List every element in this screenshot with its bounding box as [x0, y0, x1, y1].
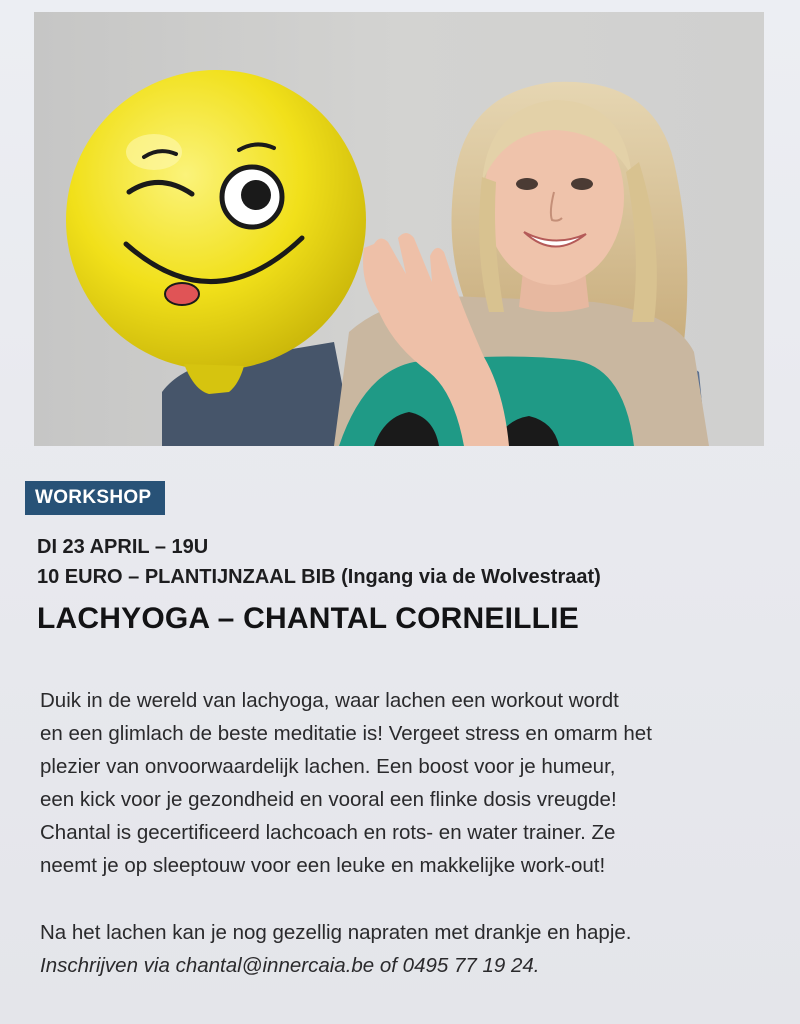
event-price-location — [37, 566, 601, 589]
description-line: plezier van onvoorwaardelijk lachen. Een boost voor je humeur, — [40, 755, 616, 778]
description-line: en een glimlach de beste meditatie is! Vergeet stress en omarm het — [40, 722, 652, 745]
description-line: Chantal is gecertificeerd lachcoach en rots- en water trainer. Ze — [40, 821, 616, 844]
entrance-note: (Ingang via de Wolvestraat) — [341, 566, 601, 588]
description-paragraph — [40, 684, 770, 882]
closing-paragraph — [40, 916, 770, 982]
photo-illustration — [34, 12, 764, 446]
registration-info: Inschrijven via chantal@innercaia.be of 0495 77 19 24. — [40, 954, 540, 977]
description-line: Duik in de wereld van lachyoga, waar lachen een workout wordt — [40, 689, 619, 712]
description-line: een kick voor je gezondheid en vooral een flinke dosis vreugde! — [40, 788, 617, 811]
description-line: neemt je op sleeptouw voor een leuke en makkelijke work-out! — [40, 854, 606, 877]
workshop-tag: WORKSHOP — [25, 481, 165, 515]
workshop-photo — [34, 12, 764, 446]
event-date-time: DI 23 APRIL – 19U — [37, 536, 209, 558]
closing-line: Na het lachen kan je nog gezellig napraten met drankje en hapje. — [40, 921, 632, 944]
price-place-text: 10 EURO – PLANTIJNZAAL BIB — [37, 566, 342, 588]
event-headline: LACHYOGA – CHANTAL CORNEILLIE — [37, 602, 579, 635]
